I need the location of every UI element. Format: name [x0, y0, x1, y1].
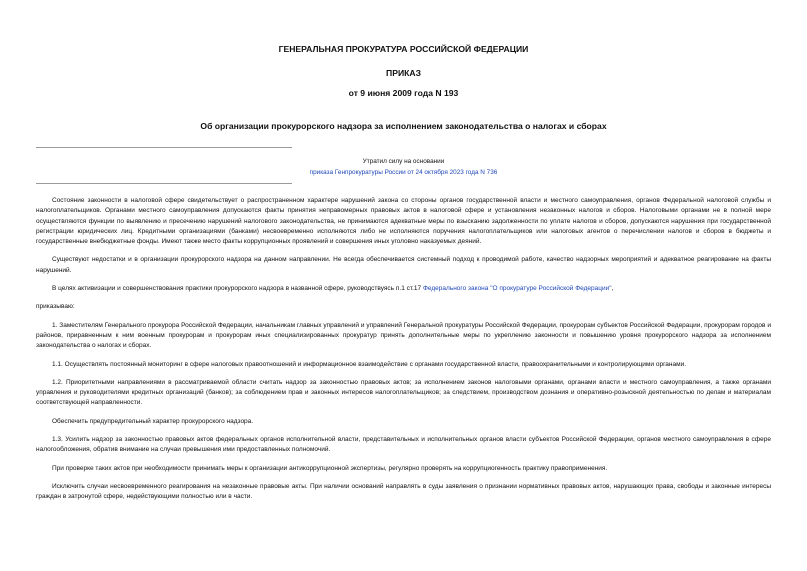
- repeal-order-link[interactable]: приказа Генпрокуратуры России от 24 октября 2023 года N 736: [309, 169, 498, 176]
- paragraph-purpose-end: ,: [611, 285, 614, 293]
- federal-law-link[interactable]: Федерального закона "О прокуратуре Российской Федерации": [422, 285, 612, 293]
- status-note-top-divider: [36, 147, 292, 148]
- status-note-text: Утратил силу на основании: [362, 158, 445, 165]
- paragraph-anticorruption: При проверке таких актов при необходимости принимать меры к организации антикоррупционной экспертизы, регулярно проверять на коррупциогенность практику правоприменения.: [52, 464, 608, 472]
- paragraph-purpose-text: В целях активизации и совершенствования практики прокурорского надзора в названной сфере, руководствуясь п.1 ст.17: [52, 285, 423, 293]
- paragraph-item-1-3: 1.3. Усилить надзор за законностью правовых актов федеральных органов исполнительной власти, представительных и исполнительных органов власти субъектов Российской Федерации, органов местного самоуправления в сфере налогообложения, обратив внимание на случаи превышения ими предоставленных полномочий.: [36, 436, 771, 454]
- paragraph-state-of-legality: Состояние законности в налоговой сфере свидетельствует о распространенном характере нарушений закона со стороны органов государственной власти и местного самоуправления, органов Федеральной налоговой службы и налогоплательщиков. Органами местного самоуправления допускаются факты принятия неправомерных правовых актов в налоговой сфере и установления незаконных налогов и сборов. Налоговыми органами не в полной мере осуществляются функции по выявлению и пресечению нарушений налогового законодательства, не принимаются адекватные меры по взысканию задолженности по уплате налогов и сборов, допускаются нарушения при государственной регистрации юридических лиц. Кредитными организациями (банками) несвоевременно исполняются либо не исполняются поручения налогоплательщиков или налоговых агентов о перечислении налогов и сборов в бюджеты и государственные внебюджетные фонды. Имеют также место факты коррупционных проявлений и совершения иных уголовно наказуемых деяний.: [36, 197, 771, 246]
- paragraph-item-1-1: 1.1. Осуществлять постоянный мониторинг в сфере налоговых правоотношений и информационное взаимодействие с органами государственной власти, правоохранительными и контролирующими органами.: [52, 360, 687, 368]
- document-body: [36, 196, 771, 511]
- document-type-heading: ПРИКАЗ: [386, 68, 421, 78]
- document-title: Об организации прокурорского надзора за исполнением законодательства о налогах и сборах: [200, 121, 607, 131]
- paragraph-preventive: Обеспечить предупредительный характер прокурорского надзора.: [52, 417, 254, 425]
- paragraph-item-1-2: 1.2. Приоритетными направлениями в рассматриваемой области считать надзор за законностью правовых актов; за исполнением законов налоговыми органами, органами власти и местного самоуправления, а также органами управления и руководителями кредитных организаций (банков); за соблюдением прав и законных интересов налогоплательщиков; за следствием, производством дознания и оперативно-розыскной деятельностью по делам и материалам соответствующей направленности.: [36, 378, 771, 407]
- status-note-bottom-divider: [36, 183, 292, 184]
- paragraph-shortcomings: Существуют недостатки и в организации прокурорского надзора на данном направлении. Не всегда обеспечивается системный подход к проводимой работе, качество надзорных мероприятий и адекватное реагирование на факты нарушений.: [36, 256, 771, 274]
- document-date-number: от 9 июня 2009 года N 193: [348, 88, 459, 98]
- paragraph-purpose: [36, 284, 771, 294]
- status-note-link-line: [0, 168, 807, 178]
- paragraph-timely-response: Исключить случаи несвоевременного реагирования на незаконные правовые акты. При наличии оснований направлять в суды заявления о признании нормативных правовых актов, нарушающих права, свободы и законные интересы граждан в затронутой сфере, недействующими полностью или в части.: [36, 482, 771, 501]
- paragraph-order-word: приказываю:: [36, 303, 75, 311]
- organization-heading: ГЕНЕРАЛЬНАЯ ПРОКУРАТУРА РОССИЙСКОЙ ФЕДЕРАЦИИ: [278, 44, 529, 54]
- paragraph-item-1: 1. Заместителям Генерального прокурора Российской Федерации, начальникам главных управлений и управлений Генеральной прокуратуры Российской Федерации, прокурорам субъектов Российской Федерации, прокурорам городов и районов, приравненным к ним военным прокурорам и прокурорам иных специализированных прокуратур принять дополнительные меры по укреплению законности и повышению уровня прокурорского надзора за исполнением законодательства о налогах и сборах.: [36, 321, 771, 350]
